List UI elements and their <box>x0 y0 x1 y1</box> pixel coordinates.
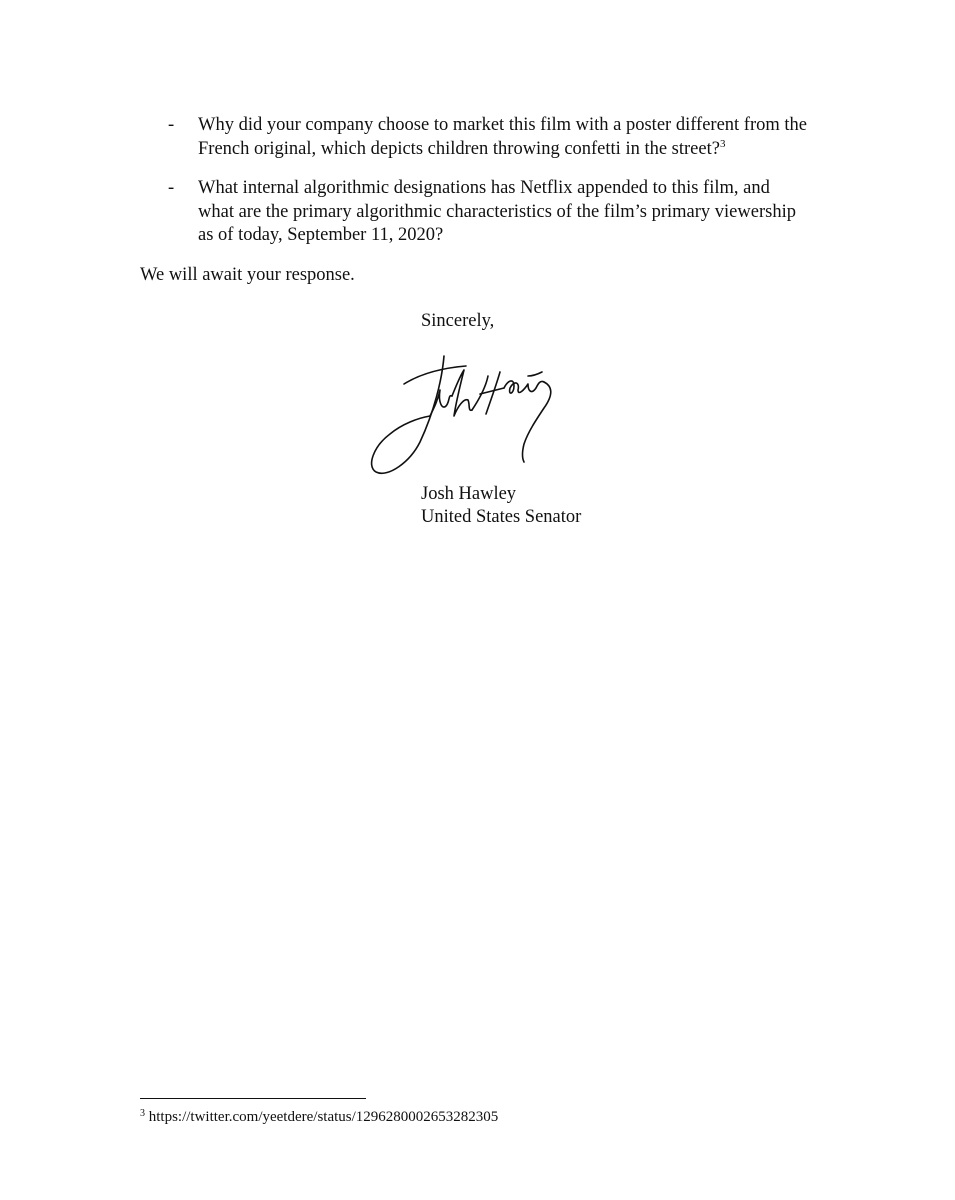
footnote <box>140 1109 498 1126</box>
signer-title: United States Senator <box>421 507 582 527</box>
bullet-text <box>198 177 838 248</box>
bullet-line: what are the primary algorithmic characteristics of the film’s primary viewership <box>198 201 796 222</box>
valediction: Sincerely, <box>421 311 495 331</box>
bullet-marker: - <box>168 178 175 198</box>
footnote-number: 3 <box>140 1108 145 1119</box>
signer-block <box>421 483 581 529</box>
bullet-line: French original, which depicts children throwing confetti in the street? <box>198 138 720 159</box>
footnote-reference: 3 <box>719 137 726 150</box>
footnote-divider <box>140 1098 366 1099</box>
bullet-text <box>198 114 838 161</box>
signer-name: Josh Hawley <box>421 484 517 504</box>
bullet-line: Why did your company choose to market this film with a poster different from the <box>198 115 807 135</box>
handwritten-signature <box>368 350 568 480</box>
bullet-marker: - <box>168 115 175 135</box>
bullet-line-with-ref <box>198 138 838 162</box>
footnote-url[interactable]: https://twitter.com/yeetdere/status/1296280002653282305 <box>148 1109 499 1125</box>
bullet-line: What internal algorithmic designations has Netflix appended to this film, and <box>198 178 770 198</box>
closing-sentence: We will await your response. <box>140 265 355 285</box>
bullet-line: as of today, September 11, 2020? <box>198 225 444 245</box>
